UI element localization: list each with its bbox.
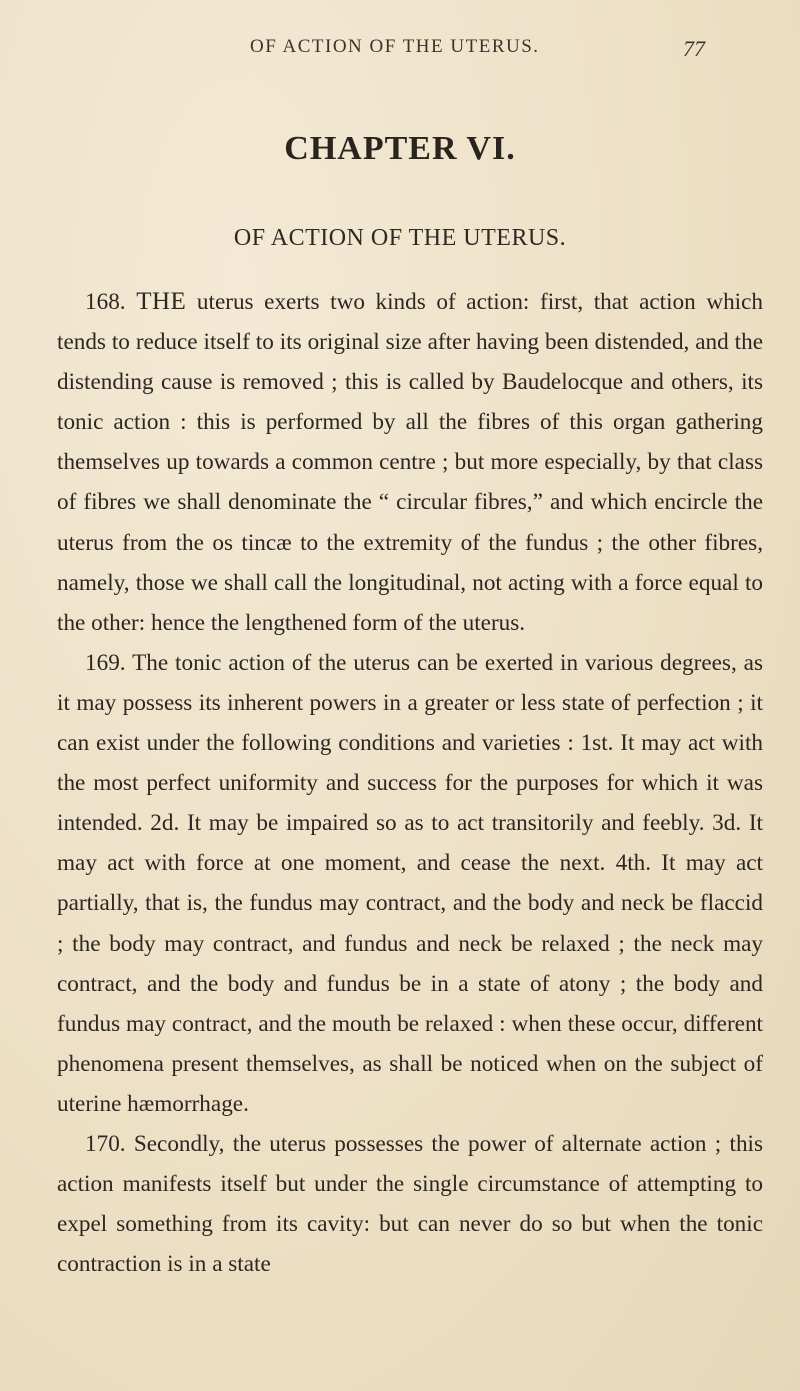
- paragraph-text: Secondly, the uterus possesses the power of alternate action ; this action manifests itself but under the single circumstance of attempting to expel something from its cavity: but can never do so but when the tonic contraction is in a state: [57, 1130, 764, 1278]
- paragraph-text: The tonic action of the uterus can be exerted in various degrees, as it may possess its inherent powers in a greater or less state of perfection ; it can exist under the following conditions and varieties : 1st. It may act with the most perfect uniformity and success for the purposes for which it was intended. 2d. It may be impaired so as to act transitorily and feebly. 3d. It may act with force at one moment, and cease the next. 4th. It may act partially, that is, the fundus may contract, and the body and neck be flaccid ; the body may contract, and fundus and neck be relaxed ; the neck may contract, and the body and fundus be in a state of atony ; the body and fundus may contract, and the mouth be relaxed : when these occur, different phenomena present themselves, as shall be noticed when on the subject of uterine hæmorrhage.: [57, 649, 763, 1117]
- page-number: 77: [683, 36, 705, 61]
- paragraph-170: [57, 1124, 763, 1284]
- body-text: [57, 282, 763, 1284]
- running-title: OF ACTION OF THE UTERUS.: [250, 36, 540, 57]
- paragraph-number: 168.: [85, 289, 126, 315]
- chapter-title: CHAPTER VI.: [284, 130, 516, 167]
- paragraph-number: 170.: [85, 1130, 126, 1157]
- paragraph-text: uterus exerts two kinds of action: first, that action which tends to reduce itself to its original size after having been distended, and the distending cause is removed ; this is called by Baudelocque and others, its tonic action : this is performed by all the fibres of this organ gathering themselves up towards a common centre ; but more especially, by that class of fibres we shall denominate the “ circular fibres,” and which encircle the uterus from the os tincæ to the extremity of the fundus ; the other fibres, namely, those we shall call the longitudinal, not acting with a force equal to the other: hence the lengthened form of the uterus.: [57, 289, 764, 636]
- running-head: [0, 36, 800, 66]
- chapter-subtitle: OF ACTION OF THE UTERUS.: [233, 225, 567, 251]
- paragraph-number: 169.: [85, 649, 126, 676]
- paragraph-169: [57, 643, 763, 1124]
- paragraph-168: [57, 282, 763, 643]
- paragraph-lead-word: THE: [136, 288, 187, 315]
